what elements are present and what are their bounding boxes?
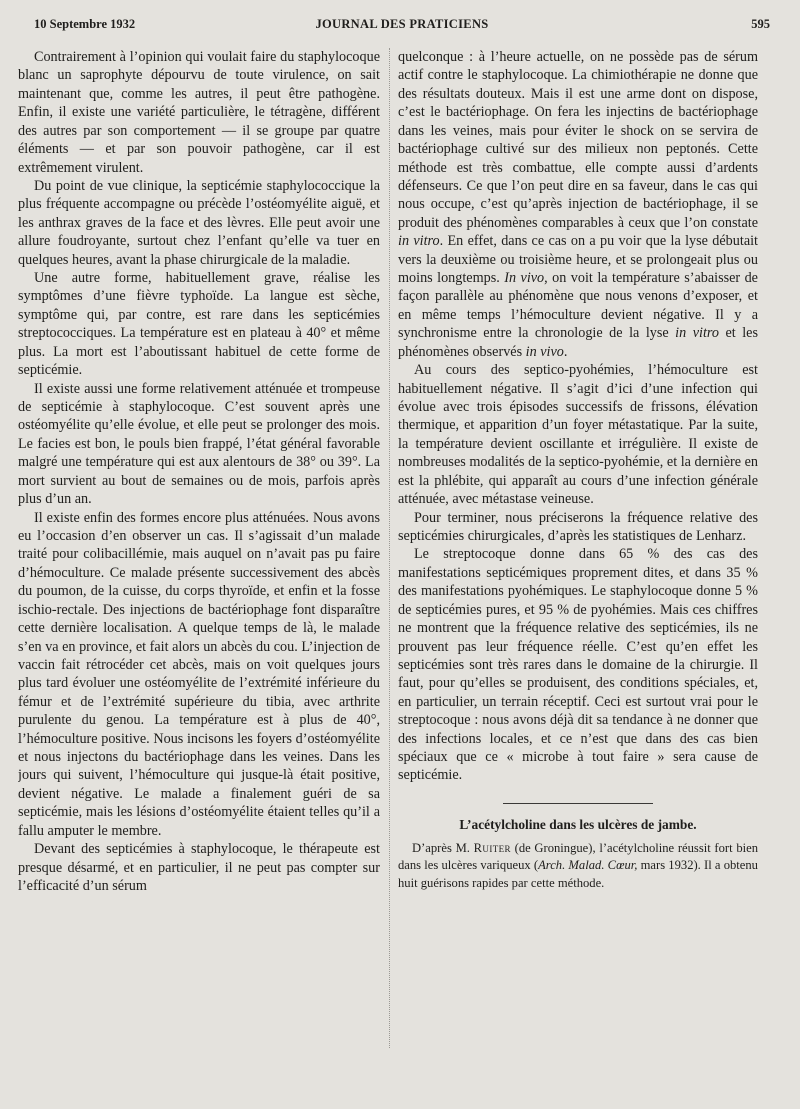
paragraph: Le streptocoque donne dans 65 % des cas des manifestations septicémiques proprement dites, et dans 35 % des manifestations pyohémiques. Le staphylocoque donne 5 % de septicémies pures, et 95 % de pyohémies. Mais ces chiffres ne montrent que la fréquence relative des septicémies, ils ne prouvent pas leur fréquence réelle. C’est qu’en effet les septicémies sont très rares dans le domaine de la chirurgie. Il faut, pour qu’elles se produisent, des conditions spéciales, et, en particulier, un terrain réceptif. Ceci est surtout vrai pour le streptocoque : nous avons déjà dit sa tendance à ne donner que des infections locales, et ce n’est que dans des cas bien spéciaux que ce « microbe à tout faire » sera cause de septicémie. — [398, 546, 758, 784]
right-column — [398, 48, 758, 1098]
text-run: (de Groningue), l’acétylcholine réussit fort bien dans les ulcères variqueux ( — [398, 840, 758, 873]
text-run: D’après M. — [412, 840, 474, 855]
note-paragraph — [398, 840, 758, 893]
latin-term: In vivo — [504, 270, 545, 287]
column-divider — [389, 48, 390, 1048]
latin-term: in vivo — [525, 343, 564, 360]
text-run: . En effet, dans ce cas on a pu voir que la lyse débutait vers la deuxième ou troisième heure, et se prolongeait plus ou moins longtemps. — [398, 233, 758, 287]
text-run: . — [563, 343, 568, 360]
header-date: 10 Septembre 1932 — [34, 17, 136, 31]
paragraph: Au cours des septico-pyohémies, l’hémoculture est habituellement négative. Il s’agit d’ici d’une infection qui évolue avec trois épisodes successifs de frissons, élévation thermique, et apparition d’un foyer métastatique. Par la suite, la température devient oscillante et irrégulière. Il existe de nombreuses modalités de la septico-pyohémie, et la dernière en est la phlébite, qui apparaît au cours d’une infection générale atténuée, avec métastase veineuse. — [398, 362, 758, 508]
latin-term: in vitro — [675, 325, 719, 342]
header-page-number: 595 — [751, 17, 770, 31]
author-name: Ruiter — [473, 840, 511, 855]
citation: Arch. Malad. Cœur, — [538, 858, 638, 873]
paragraph: Il existe aussi une forme relativement atténuée et trompeuse de septicémie à staphylocoque. C’est souvent après une ostéomyélite qu’elle évolue, et elle peut se prolonger des mois. Le facies est bon, le pouls bien frappé, l’état général favorable malgré une température qui est aux alentours de 38° ou 39°. La mort survient au bout de semaines ou de mois, parfois après plus d’un an. — [18, 380, 380, 508]
paragraph: Devant des septicémies à staphylocoque, le thérapeute est presque désarmé, et en particulier, il ne peut pas compter sur l’efficacité d’un sérum — [18, 841, 380, 894]
header-journal-title: JOURNAL DES PRATICIENS — [315, 17, 489, 31]
text-run: et les phénomènes observés — [398, 325, 758, 360]
note-title: L’acétylcholine dans les ulcères de jambe. — [459, 816, 697, 832]
paragraph: Contrairement à l’opinion qui voulait faire du staphylocoque blanc un saprophyte dépourvu de toute virulence, on sait maintenant que, comme les autres, il peut être pathogène. Enfin, il existe une variété particulière, le tétragène, différent des autres par son comportement — il se groupe par quatre éléments — et par son pouvoir pathogène, car il est extrêmement virulent. — [18, 49, 380, 176]
latin-term: in vitro — [398, 233, 440, 250]
left-column — [18, 48, 380, 1098]
text-run: mars 1932). Il a obtenu huit guérisons rapides par cette méthode. — [398, 858, 758, 890]
text-run: quelconque : à l’heure actuelle, on ne possède pas de sérum actif contre le staphylocoque. La chimiothérapie ne donne que des résultats douteux. Mais il est une arme dont on dispose, c’est le bactériophage. On fera les injectins de bactériophage dans les veines, mais pour éviter le shock on se servira de bactériophage cultivé sur des milieux non peptonés. Cette méthode est très combattue, elle compte aussi d’ardents défenseurs. Ce que l’on peut dire en sa faveur, dans le cas qui nous occupe, c’est qu’après injection de bactériophage, il se produit des phénomènes comparables à ceux que l’on constate — [398, 49, 758, 231]
text-run: , on voit la température s’abaisser de façon parallèle au phénomène que nous venons d’exposer, et en même temps l’hémoculture devient négative. Il y a synchronisme entre la chronologie de la lyse — [398, 270, 758, 342]
paragraph-continued — [398, 48, 758, 361]
running-header — [34, 17, 770, 37]
paragraph: Du point de vue clinique, la septicémie staphylococcique la plus fréquente accompagne ou précède l’ostéomyélite aiguë, et les anthrax graves de la face et des lèvres. Elle peut avoir une allure foudroyante, surtout chez l’enfant qu’elle va tuer en quelques heures, avant la phase chirurgicale de la maladie. — [18, 177, 380, 268]
section-separator — [503, 803, 653, 804]
paragraph: Pour terminer, nous préciserons la fréquence relative des septicémies chirurgicales, d’après les statistiques de Lenharz. — [398, 509, 758, 544]
paragraph: Une autre forme, habituellement grave, réalise les symptômes d’une fièvre typhoïde. La langue est sèche, symptôme qui, par contre, est rare dans les septicémies streptococciques. La température est en plateau à 40° et même plus. La mort est l’aboutissant habituel de cette forme de septicémie. — [18, 270, 380, 379]
paragraph: Il existe enfin des formes encore plus atténuées. Nous avons eu l’occasion d’en observer un cas. Il s’agissait d’un malade traité pour colibacillémie, mais auquel on n’avait pas pu faire d’hémoculture. Ce malade présente successivement des abcès du poumon, de la cuisse, du corps thyroïde, et enfin et la fosse ischio-rectale. Des injections de bactériophage font disparaître cette dernière localisation. A quelque temps de là, le malade s’en va en province, et fait alors un abcès du cou. L’injection de vaccin fait rétrocéder cet abcès, mais on voit quelques jours plus tard évoluer une ostéomyélite de l’extrémité inférieure du fémur et de l’extrémité supérieure du tibia, avec arthrite purulente du genou. La température est à plus de 40°, l’hémoculture positive. Nous incisons les foyers d’ostéomyélite et nous injectons du bactériophage dans les veines. Dans les jours qui suivent, l’hémoculture qui jusque-là était positive, devient négative. Le malade a finalement guéri de sa septicémie, mais les lésions d’ostéomyélite étaient telles qu’il a fallu amputer le membre. — [18, 509, 380, 839]
